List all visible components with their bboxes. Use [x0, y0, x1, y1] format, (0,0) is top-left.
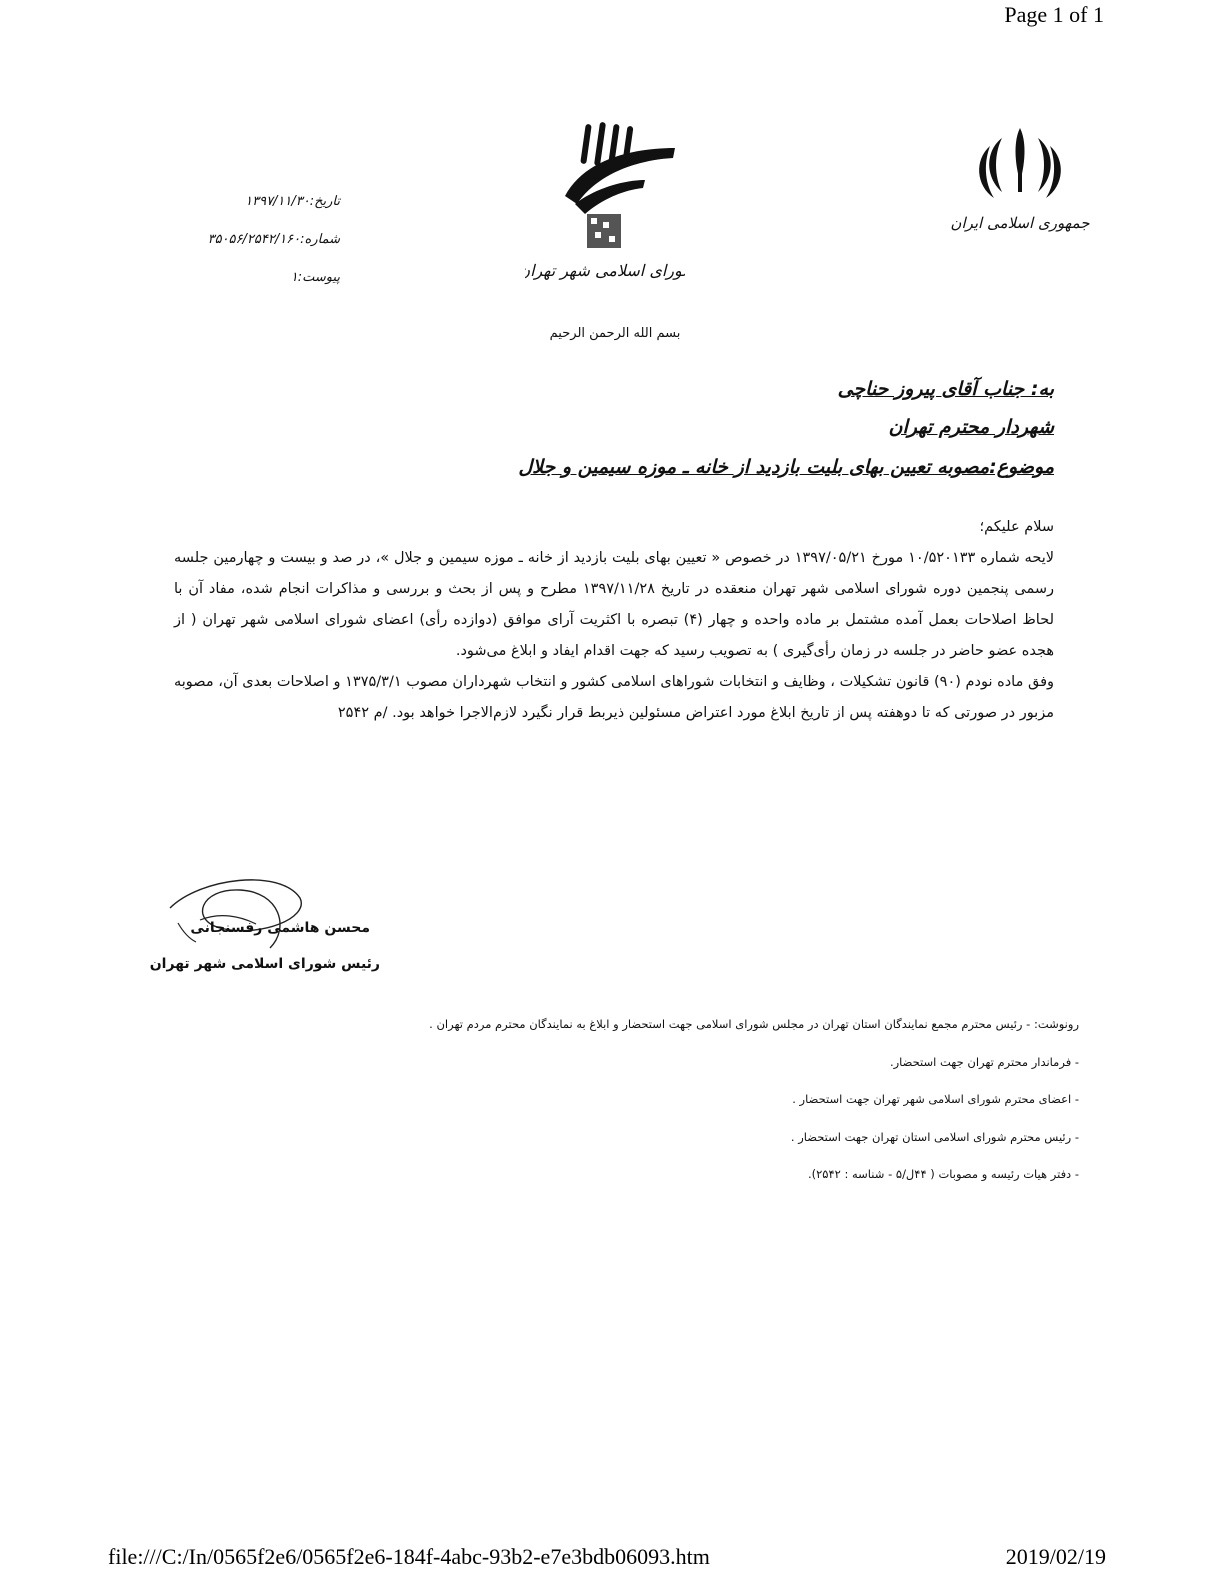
- footer-print-date: 2019/02/19: [1005, 1544, 1106, 1569]
- signatory-title: رئیس شورای اسلامی شهر تهران: [149, 956, 380, 972]
- basmala: بسم الله الرحمن الرحیم: [549, 326, 681, 341]
- body-paragraph-1: لایحه شماره ۱۰/۵۲۰۱۳۳ مورخ ۱۳۹۷/۰۵/۲۱ در خصوص « تعیین بهای بلیت بازدید از خانه ـ موزه سیمین و جلال »، در صد و بیست و چهارمین جلسه رسمی پنجمین دوره شورای اسلامی شهر تهران منعقده در تاریخ ۱۳۹۷/۱۱/۲۸ مطرح و پس از بحث و بررسی و مذاکرات انجام شده، مفاد آن با لحاظ اصلاحات بعمل آمده مشتمل بر ماده واحده و چهار (۴) تبصره با اکثریت آرای موافق (دوازده رأی) اعضای شورای اسلامی شهر تهران ( از هجده عضو حاضر در جلسه در زمان رأی‌گیری ) به تصویب رسید که جهت اقدام ایفاد و ابلاغ می‌شود.: [174, 550, 1055, 659]
- footer-file-url: file:///C:/In/0565f2e6/0565f2e6-184f-4abc-93b2-e7e3bdb06093.htm: [108, 1544, 710, 1569]
- letter-subject: موضوع:مصوبه تعیین بهای بلیت بازدید از خانه ـ موزه سیمین و جلال: [518, 456, 1054, 478]
- council-logo-icon: [525, 118, 685, 288]
- council-logo: [525, 118, 685, 288]
- iran-emblem-icon: [950, 120, 1090, 240]
- signature-block: [149, 868, 410, 988]
- letter-date: تاریخ:۱۳۹۷/۱۱/۳۰: [245, 194, 340, 209]
- letter-attachment: پیوست:۱: [290, 270, 340, 285]
- cc-item: - اعضای محترم شورای اسلامی شهر تهران جهت استحضار .: [792, 1092, 1079, 1106]
- letter-number: شماره:۳۵۰۵۶/۲۵۴۲/۱۶۰: [207, 232, 340, 247]
- body-paragraph-2: وفق ماده نودم (۹۰) قانون تشکیلات ، وظایف و انتخابات شوراهای اسلامی کشور و انتخاب شهرداران مصوب ۱۳۷۵/۳/۱ و اصلاحات بعدی آن، مصوبه مزبور در صورتی که تا دوهفته پس از تاریخ ابلاغ مورد اعتراض مسئولین ذیربط قرار نگیرد لازم‌الاجرا خواهد بود. /م ۲۵۴۲: [174, 674, 1055, 721]
- recipient-block: [838, 370, 1054, 446]
- page-number-label: Page 1 of 1: [1004, 2, 1104, 27]
- cc-item: رونوشت: - رئیس محترم مجمع نمایندگان استان تهران در مجلس شورای اسلامی جهت استحضار و ابلاغ به نمایندگان محترم مردم تهران .: [429, 1017, 1079, 1031]
- recipient-name: به: جناب آقای پیروز حناچی: [837, 378, 1054, 400]
- iran-emblem: [950, 120, 1090, 240]
- iran-emblem-caption: جمهوری اسلامی ایران: [950, 214, 1090, 232]
- cc-item: - دفتر هیات رئیسه و مصوبات ( ۴۴ل/۵ - شناسه : ۲۵۴۲).: [807, 1167, 1079, 1181]
- cc-item: - رئیس محترم شورای اسلامی استان تهران جهت استحضار .: [790, 1129, 1079, 1144]
- cc-item: - فرماندار محترم تهران جهت استحضار.: [889, 1054, 1079, 1069]
- recipient-title: شهردار محترم تهران: [888, 416, 1054, 438]
- letter-body: [174, 512, 1054, 729]
- letter-meta: [170, 183, 340, 297]
- council-logo-caption: شورای اسلامی شهر تهران: [525, 261, 685, 280]
- signatory-name: محسن هاشمی رفسنجانی: [190, 920, 370, 936]
- cc-list: [299, 1006, 1079, 1194]
- greeting: سلام علیکم؛: [979, 519, 1054, 535]
